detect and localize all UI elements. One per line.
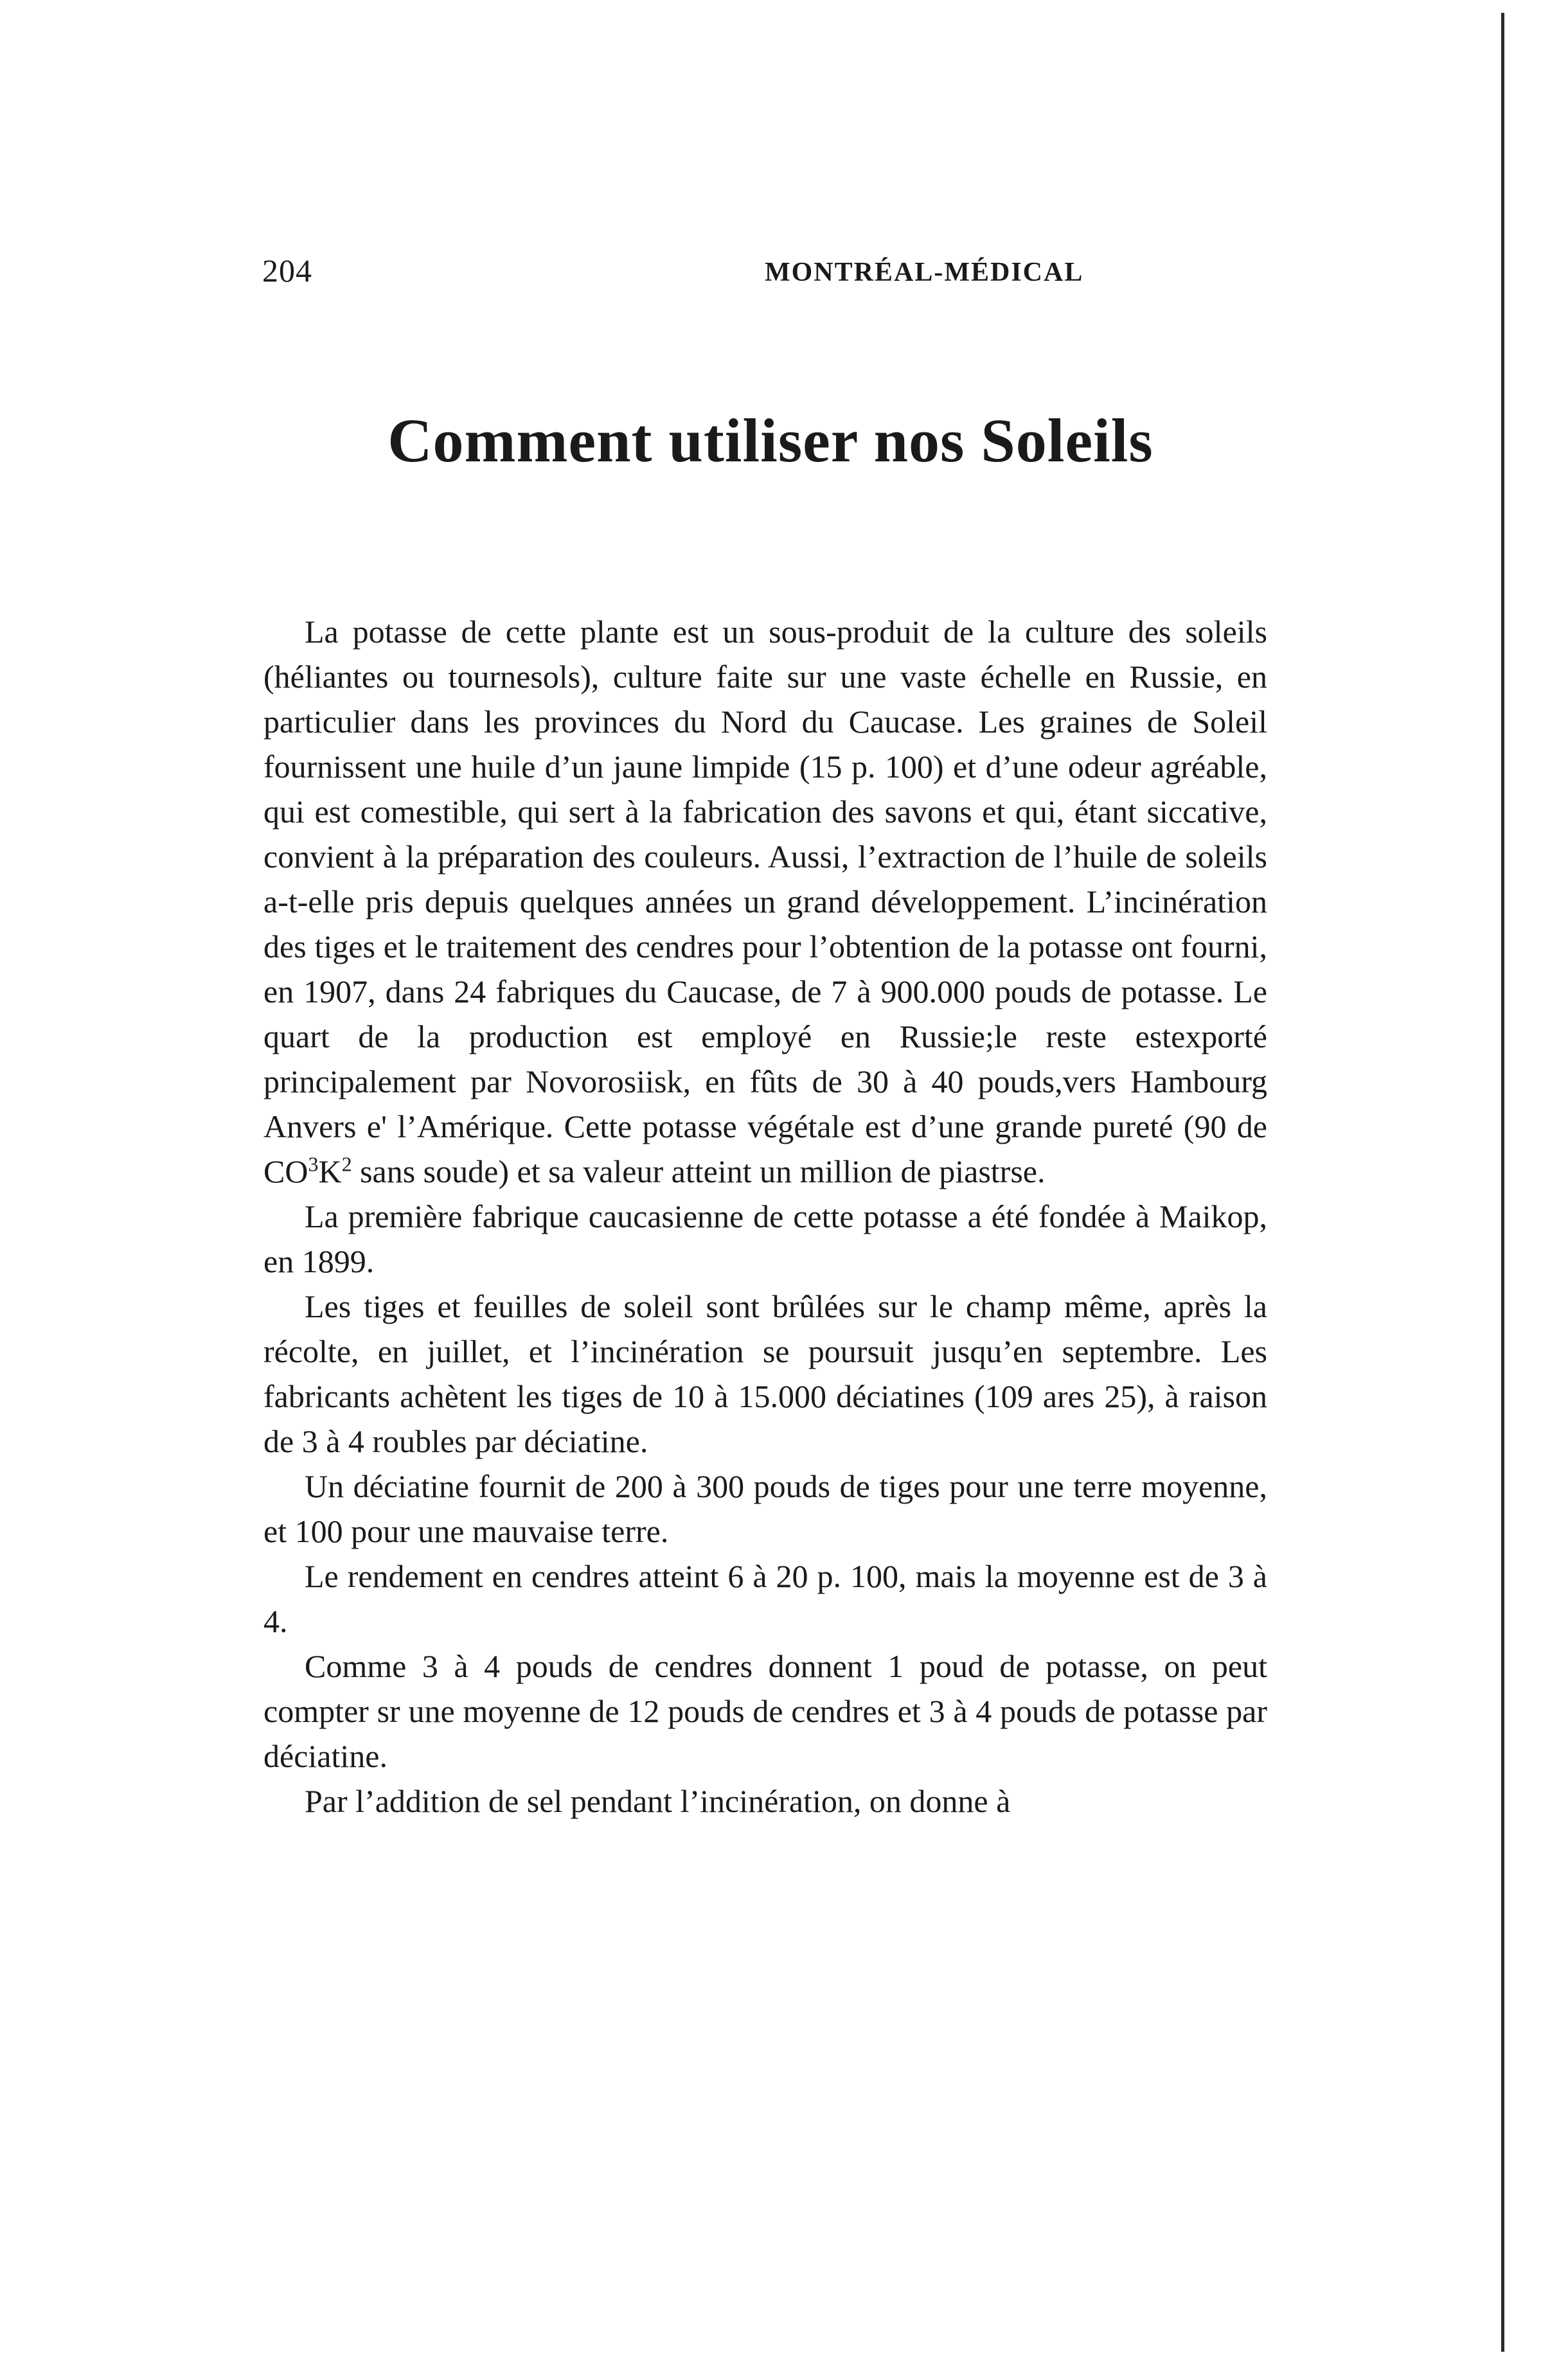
page-number: 204 [262, 253, 312, 289]
paragraph-6: Comme 3 à 4 pouds de cendres donnent 1 poud de potasse, on peut compter sr une moyenne de 12 pouds de cendres et 3 à 4 pouds de potasse par déciatine. [263, 1648, 1267, 1774]
superscript-3: 3 [308, 1152, 319, 1176]
paragraph-5: Le rendement en cendres atteint 6 à 20 p. 100, mais la moyenne est de 3 à 4. [263, 1558, 1267, 1639]
paragraph-2: La première fabrique caucasienne de cette potasse a été fondée à Maikop, en 1899. [263, 1198, 1267, 1279]
paragraph-1-tail: sans soude) et sa valeur atteint un million de piastrse. [352, 1153, 1046, 1189]
margin-rule [1501, 13, 1504, 2352]
paragraph-1 [263, 609, 1267, 1194]
paragraph-1-k: K [318, 1153, 342, 1189]
superscript-2: 2 [341, 1152, 352, 1176]
paragraph-3: Les tiges et feuilles de soleil sont brûlées sur le champ même, après la récolte, en juillet, et l’incinération se poursuit jusqu’en septembre. Les fabricants achètent les tiges de 10 à 15.000 déciatines (109 ares 25), à raison de 3 à 4 roubles par déciatine. [263, 1288, 1267, 1459]
paragraph-7: Par l’addition de sel pendant l’incinération, on donne à [305, 1783, 1011, 1819]
article-body [263, 609, 1267, 1824]
paragraph-4: Un déciatine fournit de 200 à 300 pouds de tiges pour une terre moyenne, et 100 pour une mauvaise terre. [263, 1468, 1267, 1549]
paragraph-1-text: La potasse de cette plante est un sous-produit de la culture des soleils (héliantes ou tournesols), culture faite sur une vaste échelle en Russie, en particulier dans les provinces du Nord du Caucase. Les graines de Soleil fournissent une huile d’un jaune limpide (15 p. 100) et d’une odeur agréable, qui est comestible, qui sert à la fabrication des savons et qui, étant siccative, convient à la préparation des couleurs. Aussi, l’extraction de l’huile de soleils a-t-elle pris depuis quelques années un grand développement. L’incinération des tiges et le traitement des cendres pour l’obtention de la potasse ont fourni, en 1907, dans 24 fabriques du Caucase, de 7 à 900.000 pouds de potasse. Le quart de la production est employé en Russie;le reste estexporté principalement par Novorosiisk, en fûts de 30 à 40 pouds,vers Hambourg Anvers e' l’Amérique. Cette potasse végétale est d’une grande pureté (90 de CO [263, 614, 1267, 1189]
running-head: MONTRÉAL-MÉDICAL [765, 258, 1084, 287]
article-title: Comment utiliser nos Soleils [387, 406, 1154, 475]
